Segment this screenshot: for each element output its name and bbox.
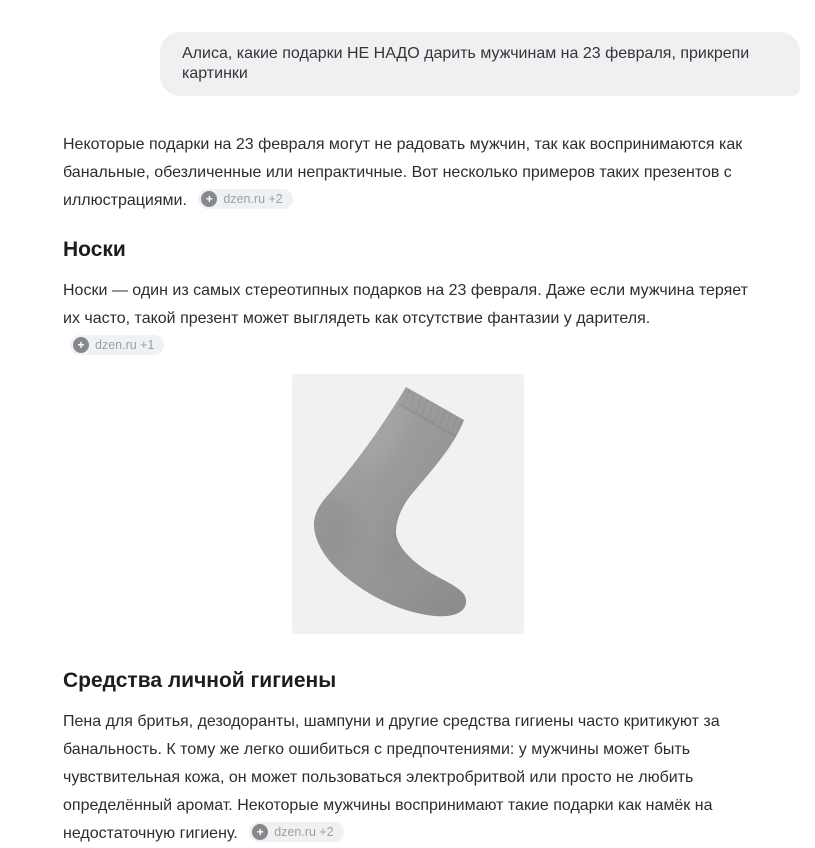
sock-image [292,374,524,634]
plus-circle-icon: + [252,824,268,840]
plus-circle-icon: + [201,191,217,207]
user-message-bubble [160,32,800,96]
section-text-socks: Носки — один из самых стереотипных подарков на 23 февраля. Даже если мужчина теряет их часто, такой презент может выглядеть как отсутствие фантазии у дарителя. [63,282,748,327]
plus-circle-icon: + [73,337,89,353]
source-badge-label: dzen.ru +2 [274,825,334,839]
answer-intro-text: Некоторые подарки на 23 февраля могут не радовать мужчин, так как воспринимаются как банальные, обезличенные или непрактичные. Вот несколько примеров таких презентов с иллюстрациями. [63,136,743,209]
section-paragraph-socks [63,277,753,361]
answer-intro-paragraph [63,131,753,215]
user-message-row [0,0,815,96]
section-heading-socks: Носки [63,238,126,261]
source-badge[interactable] [70,335,164,355]
source-badge[interactable] [198,189,292,209]
assistant-answer [63,131,753,848]
section-heading-hygiene: Средства личной гигиены [63,669,337,692]
source-badge-label: dzen.ru +2 [223,192,283,206]
source-badge[interactable] [249,822,343,842]
source-badge-label: dzen.ru +1 [95,338,155,352]
section-text-hygiene: Пена для бритья, дезодоранты, шампуни и другие средства гигиены часто критикуют за банальность. К тому же легко ошибиться с предпочтениями: у мужчины может быть чувствительная кожа, он может пользоваться электробритвой или просто не любить определённый аромат. Некоторые мужчины воспринимают такие подарки как намёк на недостаточную гигиену. [63,713,720,842]
user-message-text: Алиса, какие подарки НЕ НАДО дарить мужчинам на 23 февраля, прикрепи картинки [182,45,750,82]
section-paragraph-hygiene [63,708,753,848]
sock-image-card[interactable] [292,374,524,634]
